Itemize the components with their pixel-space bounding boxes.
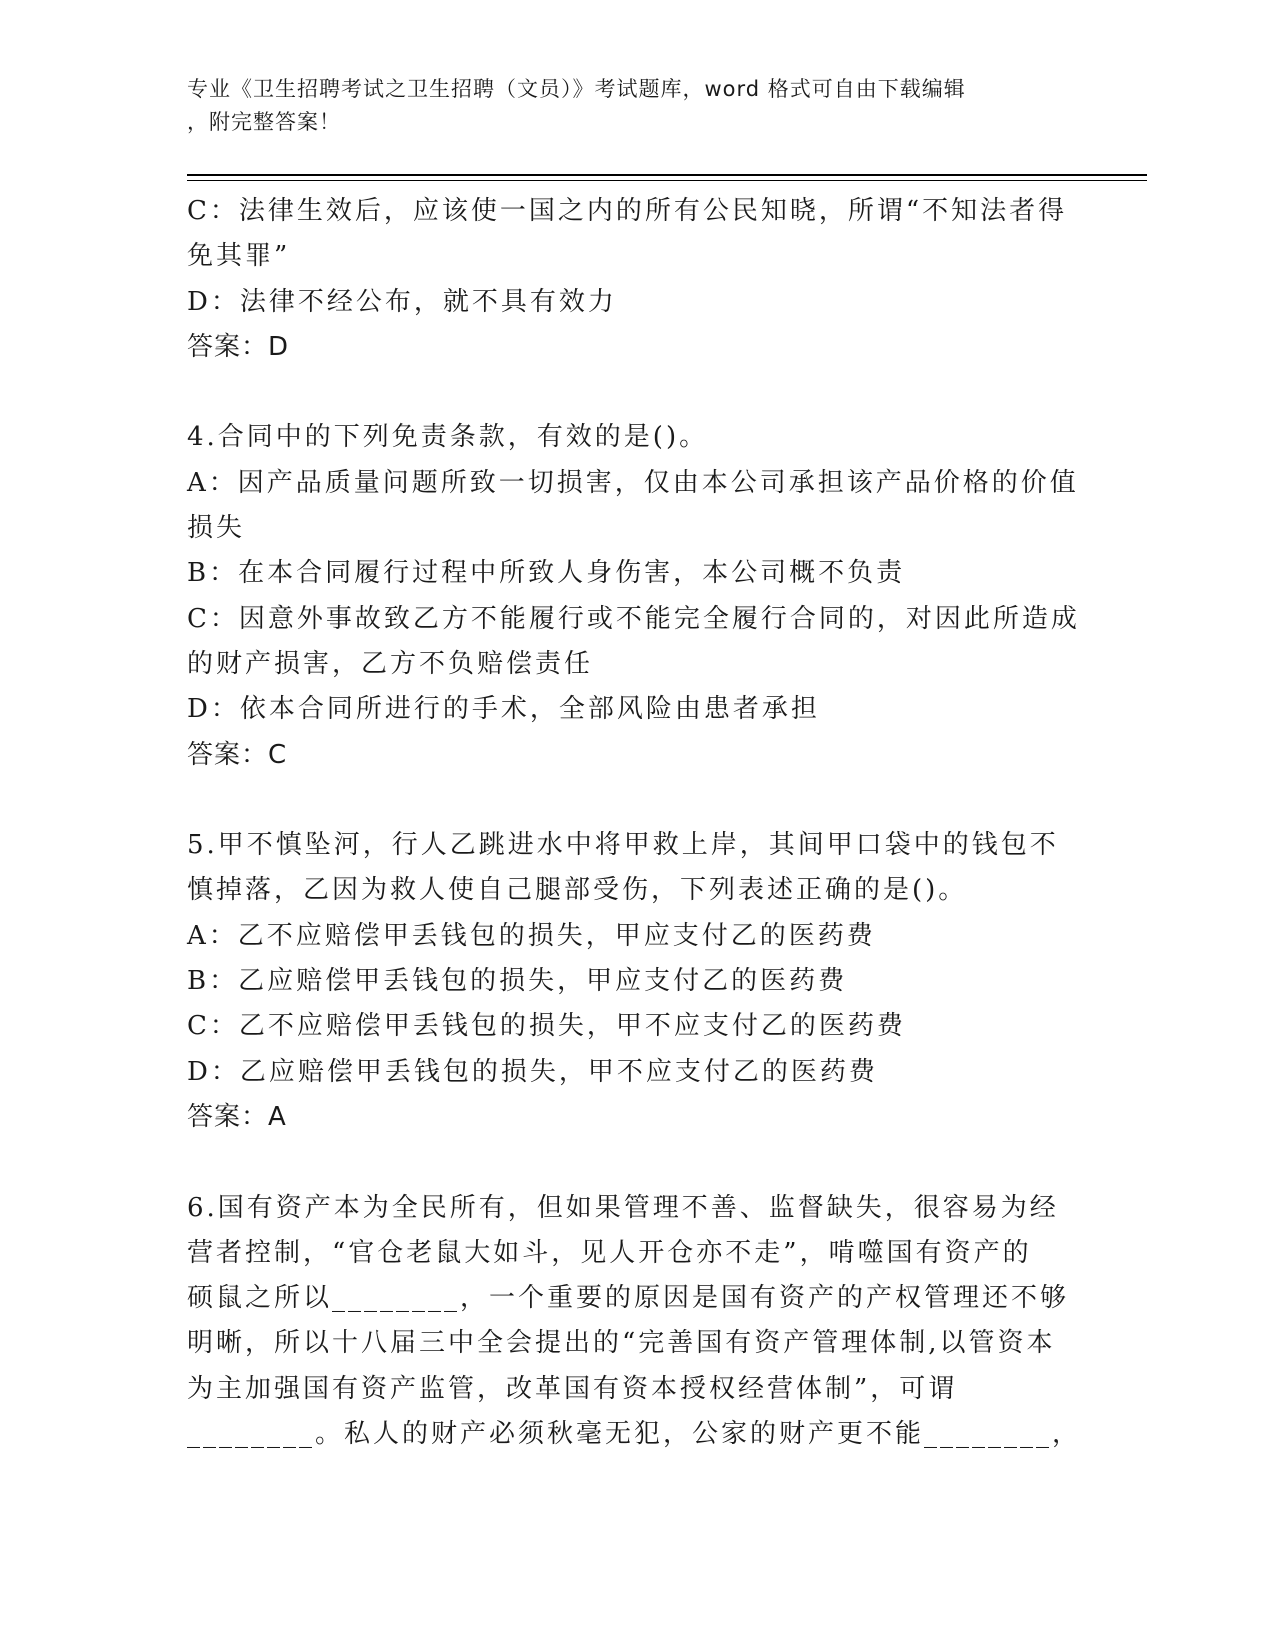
header-line-1: 专业《卫生招聘考试之卫生招聘（文员）》考试题库，word 格式可自由下载编辑 [187,77,966,101]
q5-option-d: D：乙应赔偿甲丢钱包的损失，甲不应支付乙的医药费 [187,1056,878,1087]
q4-option-c-line-1: C：因意外事故致乙方不能履行或不能完全履行合同的，对因此所造成 [187,603,1080,634]
q5-answer: 答案：A [187,1101,287,1132]
q6-stem-line-5: 为主加强国有资产监管，改革国有资本授权经营体制”，可谓 [187,1373,958,1404]
q6-stem-line-4: 明晰，所以十八届三中全会提出的“完善国有资产管理体制,以管资本 [187,1328,1056,1359]
q3-option-c-line-1: C：法律生效后，应该使一国之内的所有公民知晓，所谓“不知法者得 [187,196,1068,226]
q5-option-c: C：乙不应赔偿甲丢钱包的损失，甲不应支付乙的医药费 [187,1011,906,1042]
header-divider-thin [187,180,1147,181]
spacer [187,778,1087,823]
header-divider-thick [187,174,1147,176]
q6-stem-line-2: 营者控制，“官仓老鼠大如斗，见人开仓亦不走”，啃噬国有资产的 [187,1237,1032,1268]
q5-option-a: A：乙不应赔偿甲丢钱包的损失，甲应支付乙的医药费 [187,920,876,951]
question-body [187,189,1087,1457]
q3-option-d: D：法律不经公布，就不具有效力 [187,286,617,317]
spacer [187,370,1087,415]
q4-answer: 答案：C [187,739,288,770]
spacer [187,1140,1087,1185]
q5-stem-line-1: 5.甲不慎坠河，行人乙跳进水中将甲救上岸，其间甲口袋中的钱包不 [187,830,1059,861]
q4-stem: 4.合同中的下列免责条款，有效的是()。 [187,422,709,453]
q5-stem-line-2: 慎掉落，乙因为救人使自己腿部受伤，下列表述正确的是()。 [187,875,968,906]
q3-answer: 答案：D [187,331,290,362]
q6-stem-line-3: 硕鼠之所以________，一个重要的原因是国有资产的产权管理还不够 [187,1283,1070,1314]
q4-option-c-line-2: 的财产损害，乙方不负赔偿责任 [187,648,594,679]
header-line-2: ，附完整答案！ [187,110,341,134]
q3-option-c-line-2: 免其罪” [187,241,291,272]
q4-option-d: D：依本合同所进行的手术，全部风险由患者承担 [187,694,820,725]
q5-option-b: B：乙应赔偿甲丢钱包的损失，甲应支付乙的医药费 [187,966,848,997]
q6-stem-line-6: ________。私人的财产必须秋毫无犯，公家的财产更不能________， [187,1419,1082,1450]
q6-stem-line-1: 6.国有资产本为全民所有，但如果管理不善、监督缺失，很容易为经 [187,1192,1059,1223]
q4-option-b: B：在本合同履行过程中所致人身伤害，本公司概不负责 [187,558,906,589]
q4-option-a-line-1: A：因产品质量问题所致一切损害，仅由本公司承担该产品价格的价值 [187,467,1079,498]
document-header [187,73,1067,139]
q4-option-a-line-2: 损失 [187,513,246,544]
